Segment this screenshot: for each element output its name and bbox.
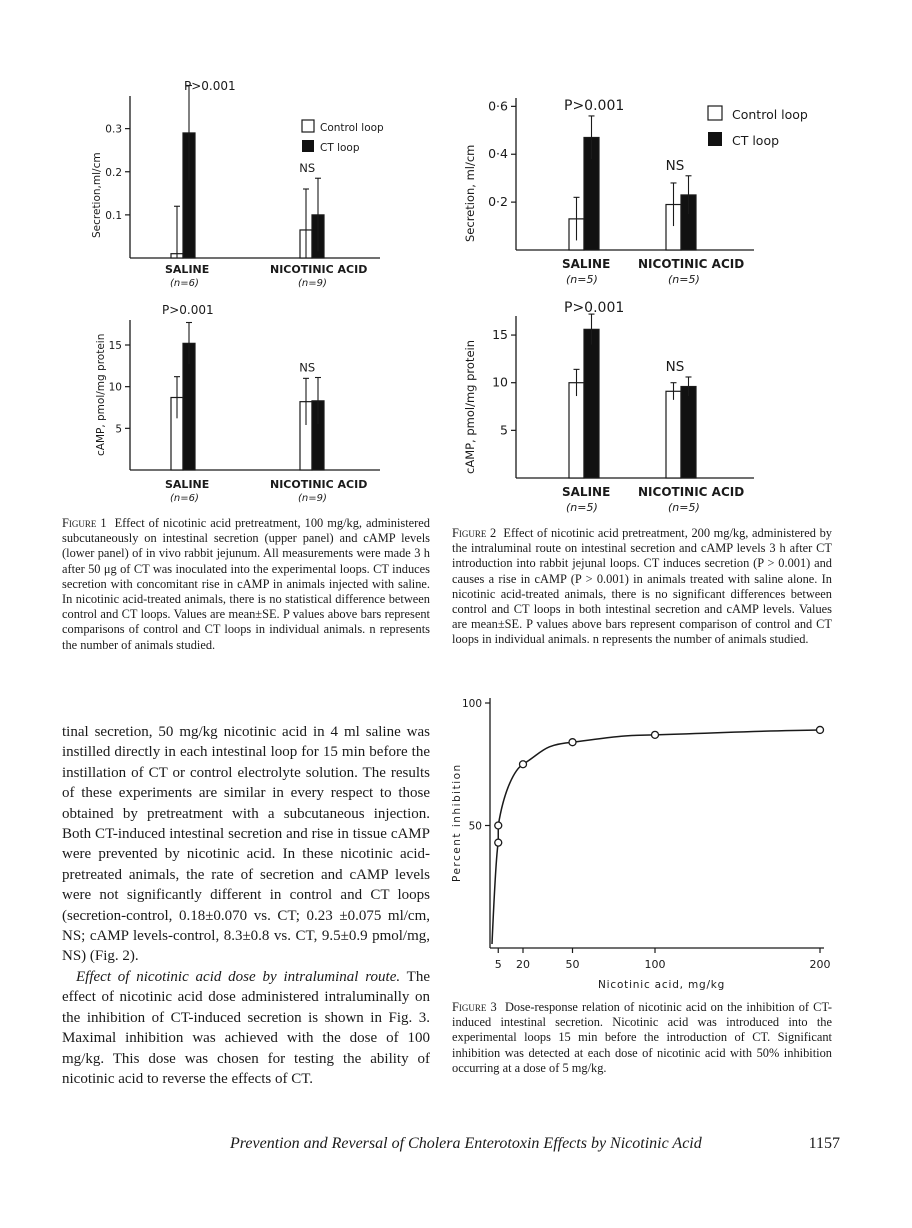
body-text — [62, 722, 430, 1089]
y-tick-label: 15 — [492, 327, 508, 343]
legend-control-swatch — [302, 120, 314, 132]
figure1-caption-label: Figure 1 — [62, 516, 107, 530]
ns-label: NS — [665, 157, 685, 174]
group-label: SALINE — [165, 263, 210, 276]
group-n: (n=5) — [668, 501, 700, 514]
figure2-bottom-p-value: P>0.001 — [564, 300, 625, 316]
legend-control-label: Control loop — [320, 122, 384, 134]
legend-ct-swatch — [302, 140, 314, 152]
figure3 — [440, 690, 840, 1002]
group-n: (n=6) — [170, 278, 199, 289]
group-label: SALINE — [562, 257, 611, 271]
figure3-caption-text: Dose-response relation of nicotinic acid on the inhibition of CT-induced intestinal secretion. Nicotinic acid was introduced into the experimental loops 15 min before the introduction of CT. Significant inhibition was detected at each dose of nicotinic acid with 50% inhibition occurring at a dose of 5 mg/kg. — [452, 1000, 832, 1075]
figure2 — [454, 86, 854, 522]
figure1-top-p-value: P>0.001 — [184, 79, 236, 93]
data-point — [652, 731, 659, 738]
group-label: SALINE — [562, 485, 611, 499]
x-tick-label: 200 — [809, 958, 831, 971]
group-label: NICOTINIC ACID — [270, 478, 368, 491]
figure1-caption-text: Effect of nicotinic acid pretreatment, 100 mg/kg, administered subcutaneously on intestinal secretion (upper panel) and cAMP levels (lower panel) of in vivo rabbit jejunum. All measurements were made 3 h after 50 μg of CT was inoculated into the experimental loops. CT induces secretion with concomitant rise in cAMP in animals injected with saline. In nicotinic acid-treated animals, there is no statistical difference between control and CT loops. Values are mean±SE. P values above bars represent comparisons of control and CT loops in individual animals. n represents the number of animals studied. — [62, 516, 430, 652]
x-tick-label: 50 — [565, 958, 580, 971]
figure1-bottom-bars — [171, 323, 324, 471]
figure1-bottom-p-value: P>0.001 — [162, 303, 214, 317]
ns-label: NS — [299, 161, 316, 176]
group-label: NICOTINIC ACID — [638, 485, 745, 499]
x-tick-label: 5 — [494, 958, 502, 971]
group-n: (n=9) — [298, 493, 327, 504]
y-tick-label: 0·2 — [488, 194, 508, 210]
group-n: (n=5) — [668, 273, 700, 286]
figure3-caption-label: Figure 3 — [452, 1000, 497, 1014]
figure1-bottom-y-label: cAMP, pmol/mg protein — [95, 333, 107, 456]
y-tick-label: 0·4 — [488, 146, 508, 162]
y-tick-label: 0.1 — [105, 209, 122, 222]
y-tick-label: 0.3 — [105, 123, 122, 136]
ct-bar — [584, 329, 599, 478]
group-label: NICOTINIC ACID — [270, 263, 368, 276]
group-label: SALINE — [165, 478, 210, 491]
x-tick-label: 20 — [516, 958, 530, 971]
figure1-top-bars — [171, 86, 324, 259]
group-label: NICOTINIC ACID — [638, 257, 745, 271]
data-points — [495, 726, 824, 846]
x-tick-label: 100 — [644, 958, 666, 971]
y-tick-label: 10 — [108, 381, 122, 394]
group-n: (n=9) — [298, 278, 327, 289]
legend-control-label: Control loop — [732, 107, 808, 122]
legend-ct-swatch — [708, 132, 722, 146]
ns-label: NS — [299, 360, 316, 375]
figure3-chart — [451, 698, 831, 991]
legend — [302, 120, 384, 154]
y-tick-label: 100 — [461, 698, 482, 710]
group-n: (n=6) — [170, 493, 199, 504]
figure2-caption-label: Figure 2 — [452, 526, 497, 540]
figure3-x-label: Nicotinic acid, mg/kg — [598, 979, 726, 991]
data-point — [495, 839, 502, 846]
figure2-caption — [452, 526, 832, 648]
figure3-caption — [452, 1000, 832, 1076]
y-tick-label: 0.2 — [105, 166, 122, 179]
control-bar — [666, 391, 681, 478]
figure1-bottom-chart — [95, 303, 380, 504]
page-footer — [230, 1135, 840, 1153]
data-point — [817, 726, 824, 733]
running-title: Prevention and Reversal of Cholera Enterotoxin Effects by Nicotinic Acid — [230, 1135, 702, 1152]
figure2-top-chart — [463, 98, 808, 286]
figure1-bottom-y-ticks — [109, 340, 130, 435]
figure1-top-y-ticks — [105, 124, 130, 222]
figure2-top-bars — [569, 116, 696, 250]
paragraph: tinal secretion, 50 mg/kg nicotinic acid in 4 ml saline was instilled directly in each intestinal loop for 15 min before the instillation of CT or control electrolyte solution. The results of these experiments are similar in every respect to those obtained by pretreatment with a subcutaneous injection. Both CT-induced intestinal secretion and rise in tissue cAMP were prevented by nicotinic acid. In these nicotinic acid-pretreated animals, the rate of secretion and cAMP levels were not significantly different in control and CT loops (secretion-control, 0.18±0.070 vs. CT; 0.23 ±0.075 ml/cm, NS; cAMP levels-control, 8.3±0.8 vs. CT, 9.5±0.9 pmol/mg, NS) (Fig. 2). — [62, 724, 430, 965]
paragraph — [62, 967, 430, 1089]
ct-bar — [681, 387, 696, 478]
figure3-y-label: Percent inhibition — [451, 763, 463, 882]
figure3-y-ticks — [462, 698, 490, 833]
figure1-top-chart — [91, 79, 384, 289]
y-tick-label: 10 — [492, 374, 508, 390]
data-point — [569, 739, 576, 746]
figure2-top-y-label: Secretion, ml/cm — [463, 144, 477, 242]
legend-control-swatch — [708, 106, 722, 120]
group-n: (n=5) — [566, 501, 598, 514]
y-tick-label: 5 — [500, 422, 508, 438]
figure3-x-ticks — [495, 948, 831, 971]
y-tick-label: 0·6 — [488, 98, 508, 114]
legend — [708, 106, 808, 148]
figure2-top-y-ticks — [488, 98, 516, 209]
figure2-bottom-bars — [569, 314, 696, 478]
figure2-bottom-chart — [463, 300, 754, 514]
control-bar — [569, 383, 584, 478]
ns-label: NS — [665, 358, 685, 375]
data-point — [520, 761, 527, 768]
section-heading: Effect of nicotinic acid dose by intraluminal route. — [76, 968, 401, 985]
figure2-top-p-value: P>0.001 — [564, 98, 625, 114]
figure2-bottom-y-ticks — [492, 327, 516, 437]
figure2-caption-text: Effect of nicotinic acid pretreatment, 200 mg/kg, administered by the intraluminal route on intestinal secretion and cAMP levels 3 h after CT introduction into rabbit jejunal loops. CT induces secretion (P > 0.001) and causes a rise in cAMP (P > 0.001) in animals treated with saline alone. In nicotinic acid-treated animals, there is no significant differences between control and CT loops in both intestinal secretion and cAMP levels. Values are mean±SE. P values above bars represent comparison of control and CT loops in individual animals. n represents the number of animals studied. — [452, 526, 832, 647]
y-tick-label: 50 — [468, 820, 482, 833]
dose-response-curve — [492, 730, 820, 944]
figure1-caption — [62, 516, 430, 653]
figure1-top-y-label: Secretion,ml/cm — [91, 152, 103, 238]
page-number: 1157 — [808, 1135, 840, 1152]
legend-ct-label: CT loop — [320, 142, 360, 154]
y-tick-label: 15 — [108, 340, 122, 352]
legend-ct-label: CT loop — [732, 133, 780, 148]
paragraph-text: The effect of nicotinic acid dose administered intraluminally on the inhibition of CT-induced secretion is shown in Fig. 3. Maximal inhibition was achieved with the dose of 100 mg/kg. This dose was chosen for testing the ability of nicotinic acid to reverse the effects of CT. — [62, 968, 430, 1087]
figure2-bottom-y-label: cAMP, pmol/mg protein — [463, 339, 477, 474]
y-tick-label: 5 — [115, 423, 122, 436]
figure1 — [80, 70, 390, 530]
group-n: (n=5) — [566, 273, 598, 286]
data-point — [495, 822, 502, 829]
